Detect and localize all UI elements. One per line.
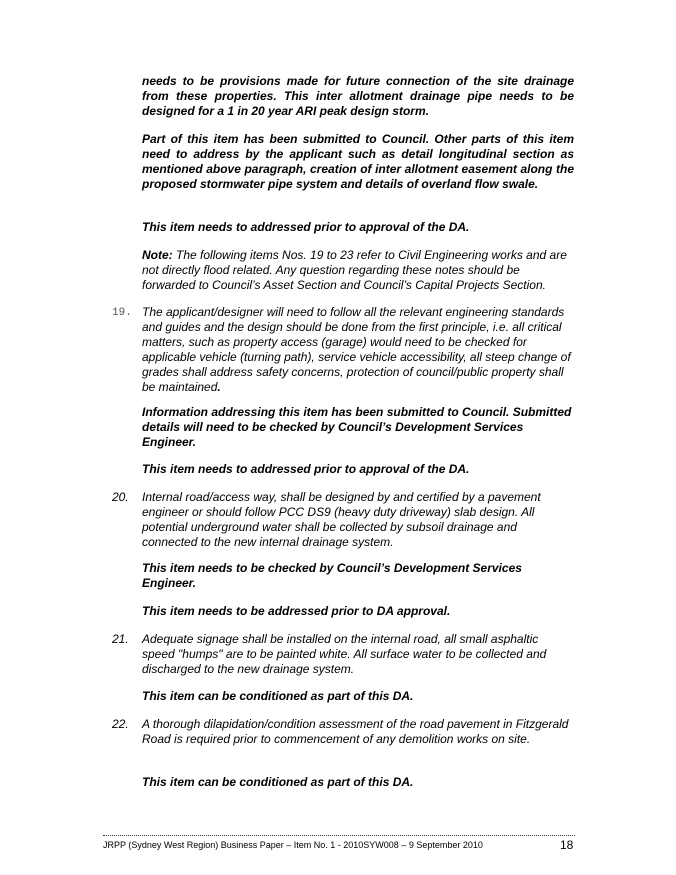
item-22-number: 22. — [112, 717, 129, 731]
footer-text: JRPP (Sydney West Region) Business Paper – Item No. 1 - 2010SYW008 – 9 September 2010 — [103, 840, 483, 850]
paragraph-submitted-parts: Part of this item has been submitted to Council. Other parts of this item need to address by the applicant such as detail longitudinal section as mentioned above paragraph, creation of inter allotment easement along the proposed stormwater pipe system and details of overland flow swale. — [142, 132, 574, 191]
note-label: Note: — [142, 248, 173, 262]
item-19-response: Information addressing this item has been submitted to Council. Submitted details will need to be checked by Council’s Development Services Engineer. — [142, 405, 572, 449]
item-22-response: This item can be conditioned as part of this DA. — [142, 775, 414, 789]
item-21-number: 21. — [112, 632, 129, 646]
item-20-number: 20. — [112, 490, 129, 504]
paragraph-approval-required: This item needs to addressed prior to approval of the DA. — [142, 220, 470, 234]
item-19-body: The applicant/designer will need to follow all the relevant engineering standards and guides and the design should be done from the first principle, i.e. all critical matters, such as property access (garage) would need to be checked for applicable vehicle (turning path), service vehicle accessibility, all steep change of grades shall address safety concerns, protection of council/public property shall be maintained — [142, 305, 571, 394]
note-text: The following items Nos. 19 to 23 refer to Civil Engineering works and are not directly flood related. Any question regarding these notes should be forwarded to Council’s Asset Section and Council’s Capital Projects Section. — [142, 248, 567, 292]
item-19-end: . — [217, 380, 221, 394]
item-20-text: Internal road/access way, shall be designed by and certified by a pavement engineer or should follow PCC DS9 (heavy duty driveway) slab design. All potential underground water shall be collected by subsoil drainage and connected to the new internal drainage system. — [142, 490, 541, 549]
item-19-number: 19. — [112, 307, 132, 319]
note-paragraph — [142, 248, 574, 293]
footer-divider — [103, 835, 575, 836]
page-number: 18 — [560, 838, 574, 852]
item-20-approval: This item needs to be addressed prior to DA approval. — [142, 604, 451, 618]
item-19-text — [142, 305, 574, 395]
item-19-approval: This item needs to addressed prior to approval of the DA. — [142, 462, 470, 476]
item-21-response: This item can be conditioned as part of this DA. — [142, 689, 414, 703]
item-22-text: A thorough dilapidation/condition assessment of the road pavement in Fitzgerald Road is required prior to commencement of any demolition works on site. — [142, 717, 569, 746]
item-20-response: This item needs to be checked by Council’s Development Services Engineer. — [142, 561, 522, 590]
paragraph-drainage-provisions: needs to be provisions made for future connection of the site drainage from these properties. This inter allotment drainage pipe needs to be designed for a 1 in 20 year ARI peak design storm. — [142, 74, 574, 118]
item-21-text: Adequate signage shall be installed on the internal road, all small asphaltic speed "humps" are to be painted white. All surface water to be collected and discharged to the new drainage system. — [142, 632, 547, 676]
